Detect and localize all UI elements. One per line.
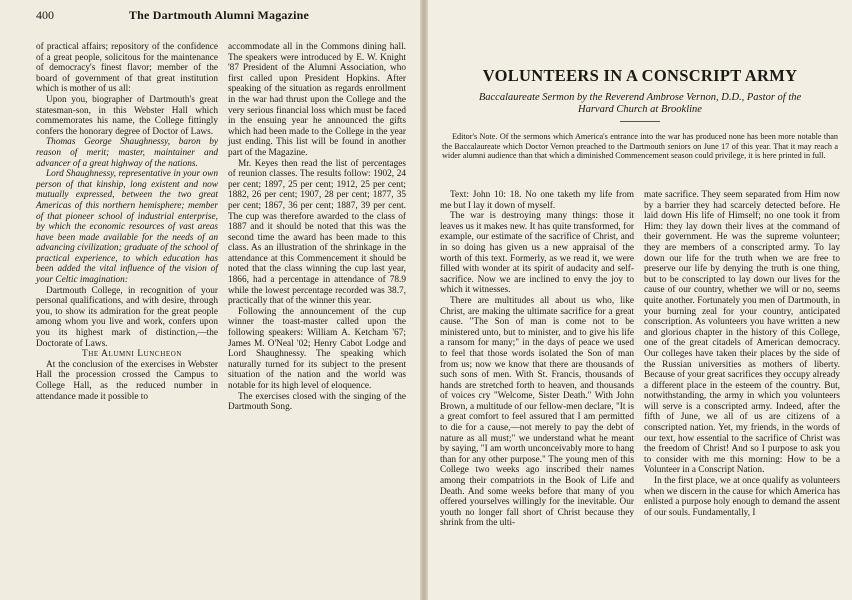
paragraph: Mr. Keyes then read the list of percentages of reunion classes. The results follow: 1902, 24 per cent; 1897, 25 per cent; 1912, 25 per cent; 1882, 26 per cent; 1907, 28 per cent; 1877, 35 per cent; 1867, 36 per cent; 1887, 39 per cent. The cup was therefore awarded to the class of 1887 and it should be noted that this was the second time the award has been made to this class. As an illustration of the shrinkage in the attendance at this Commencement it should be noted that the class winning the cup last year, 1866, had a percentage in attendance of 78.9 while the lowest percentage recorded was 38.7, practically that of the winner this year. xyxy=(228,158,406,307)
paragraph: At the conclusion of the exercises in Webster Hall the procession crossed the Campus to College Hall, as the reduced number in attendance made it possible to xyxy=(36,359,218,402)
article-title: VOLUNTEERS IN A CONSCRIPT ARMY xyxy=(482,66,798,85)
paragraph: In the first place, we at once qualify as volunteers when we discern in the cause for which America has enlisted a purpose holy enough to demand the assent of our souls. Fundamentally, I xyxy=(644,476,840,518)
article-subtitle: Baccalaureate Sermon by the Reverend Ambrose Vernon, D.D., Pastor of the Harvard Church at Brookline xyxy=(478,92,802,115)
left-running-header xyxy=(36,8,402,22)
right-column-2 xyxy=(644,190,840,518)
paragraph: The war is destroying many things: those it leaves us it makes new. It has quite transformed, for example, our estimate of the sacrifice of Christ, and in so doing has given us a new appraisal of the worth of this text. Formerly, as we read it, we were filled with wonder at its spirit of audacity and self-sacrifice. Now we are inclined to envy the joy to which it witnesses. xyxy=(440,211,634,296)
paragraph: Lord Shaughnessy, representative in your own person of that kinship, long existent and now mutually expressed, between the two great Americas of this northern hemisphere; member of that pioneer school of industrial enterprise, by which the economic resources of vast areas have been made available for the needs of an advancing civilization; graduate of the school of practical experience, to which education has been added the vital influence of the vision of your Celtic imagination: xyxy=(36,169,218,286)
page-number: 400 xyxy=(36,8,54,22)
book-gutter xyxy=(420,0,428,600)
paragraph: Upon you, biographer of Dartmouth's great statesman-son, in this Webster Hall which commemorates his name, the College fittingly confers the honorary degree of Doctor of Laws. xyxy=(36,94,218,137)
paragraph: accommodate all in the Commons dining hall. The speakers were introduced by E. W. Knight '87 President of the Alumni Association, who first called upon President Hopkins. After speaking of the situation as regards enrollment in the war had thrust upon the College and the very serious financial loss which must be faced in the ensuing year he announced the gifts which had been made to the College in the year just ending. This list will be found in another part of the Magazine. xyxy=(228,42,406,158)
divider xyxy=(620,121,660,122)
paragraph: Thomas George Shaughnessy, baron by reason of merit; master, maintainer and advancer of a great highway of the nations. xyxy=(36,137,218,169)
paragraph: of practical affairs; repository of the confidence of a great people, solicitous for the maintenance of democracy's finest flavor; member of the board of government of that great institution which is mother of us all: xyxy=(36,42,218,95)
editors-note: Editor's Note. Of the sermons which America's entrance into the war has produced none has been more notable than the Baccalaureate which Doctor Vernon preached to the Dartmouth seniors on June 17 of this year. That it may reach a wider alumni audience than that which a diminished Commencement season could privilege, it is here printed in full. xyxy=(442,132,838,161)
paragraph: Following the announcement of the cup winner the toast-master called upon the following speakers: William A. Ketcham '67; James M. O'Neal '02; Henry Cabot Lodge and Lord Shaughnessy. The speaking which naturally turned for its subject to the present situation of the nation and the world was notable for its high level of eloquence. xyxy=(228,306,406,391)
paragraph: Dartmouth College, in recognition of your personal qualifications, and with desire, through you, to show its admiration for the great people among whom you live and work, confers upon you its highest mark of distinction,—the Doctorate of Laws. xyxy=(36,285,218,349)
paragraph: mate sacrifice. They seem separated from Him now by a barrier they had scarcely detected before. He laid down His life of Himself; no one took it from Him: they lay down their lives at the command of their government. He was the supreme volunteer; they are members of a conscripted army. To lay down our life for the truth when we are free to preserve our life by denying the truth is one thing, but to be conscripted to lay down our lives for the cause of our country, whether we will or no, seems quite another. Fortunately you men of Dartmouth, in your burning zeal for your country, anticipated conscription. As volunteers you have written a new and glorious chapter in the history of this College, one of the great citadels of American democracy. Our colleges have taken their places by the side of the Russian universities as mothers of liberty. Because of your great sacrifices they occupy already a different place in the esteem of the country. But, notwithstanding, the army in which you volunteers will serve is a conscripted army. Indeed, after the fifth of June, we all of us are citizens of a conscripted nation. Yet, my friends, in the words of our text, how essential to the sacrifice of Christ was the freedom of Christ! And so I purpose to ask you to consider with me this morning: How to be a Volunteer in a Conscript Nation. xyxy=(644,190,840,476)
paragraph: Text: John 10: 18. No one taketh my life from me but I lay it down of myself. xyxy=(440,190,634,211)
section-heading: The Alumni Luncheon xyxy=(81,349,183,360)
left-column-1 xyxy=(36,42,218,402)
magazine-title: The Dartmouth Alumni Magazine xyxy=(128,8,310,22)
left-column-2 xyxy=(228,42,406,413)
paragraph: The exercises closed with the singing of the Dartmouth Song. xyxy=(228,391,406,413)
right-page xyxy=(428,0,852,600)
paragraph: There are multitudes all about us who, like Christ, are making the ultimate sacrifice for a great cause. "The Son of man is come not to be ministered unto, but to minister, and to give his life a ransom for many;" in the days of peace we used to feel that those words isolated the Son of man from us; now we know that there are thousands of such sons of men. With St. Francis, thousands of hands are stretched forth to heaven, and thousands of voices cry "Welcome, Sister Death." With John Brown, a multitude of our fellow-men declare, "It is a great comfort to feel assured that I am permitted to die for a cause,—not merely to pay the debt of nature as all must;" we understand what he meant by saying, "I am worth unconceivably more to hang than for any other purpose." The young men of this College two weeks ago inscribed their names among their compatriots in the Book of Life and Death. And some weeks before that many of you offered yourselves willingly for the inevitable. Our youth no longer fall short of Christ because they shrink from the ulti- xyxy=(440,295,634,529)
left-page xyxy=(0,0,420,600)
right-column-1 xyxy=(440,190,634,529)
